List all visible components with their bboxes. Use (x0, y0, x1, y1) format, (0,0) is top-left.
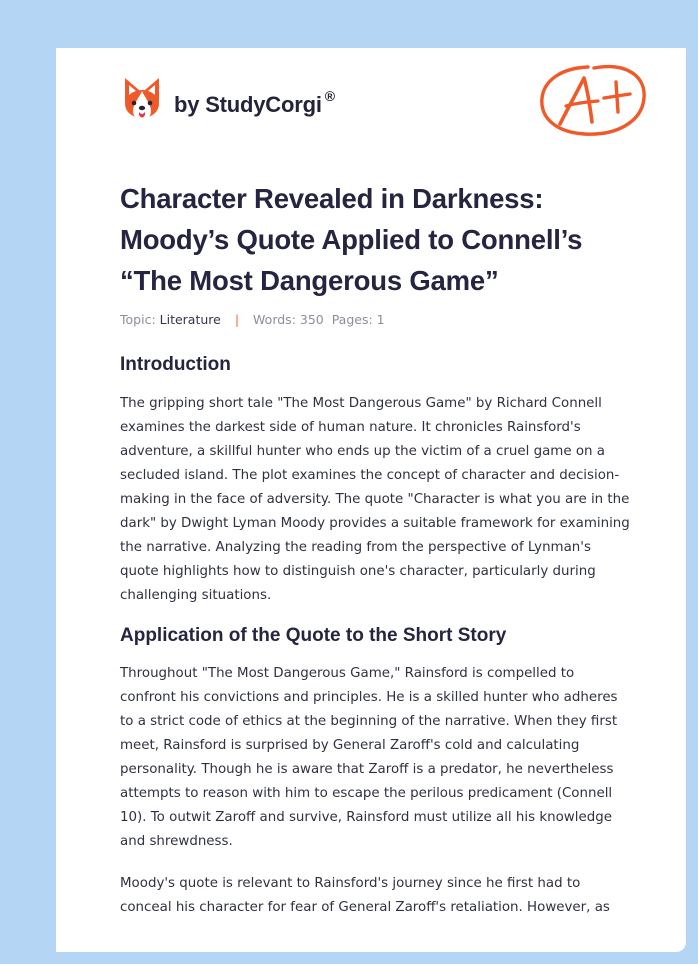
topic-label: Topic: (120, 312, 156, 327)
paragraph: Throughout "The Most Dangerous Game," Rainsford is compelled to confront his convictions and principles. He is a skilled hunter who adheres to a strict code of ethics at the beginning of the narrative. When they first meet, Rainsford is surprised by General Zaroff's cold and calculating personality. Though he is aware that Zaroff is a predator, he nevertheless attempts to reason with him to escape the perilous predicament (Connell 10). To outwit Zaroff and survive, Rainsford must utilize all his knowledge and shrewdness. (120, 666, 618, 849)
document-page (56, 48, 686, 952)
studycorgi-logo[interactable] (122, 76, 335, 122)
brand-name: by StudyCorgi ® (174, 88, 335, 117)
paragraph: Moody's quote is relevant to Rainsford's journey since he first had to conceal his character for fear of General Zaroff's retaliation. However, as (120, 876, 610, 915)
word-count: Words: 350 (253, 312, 324, 327)
registered-mark: ® (324, 88, 335, 104)
section-heading-introduction: Introduction (120, 354, 231, 375)
document-meta (120, 312, 385, 327)
document-title: Character Revealed in Darkness: Moody’s Quote Applied to Connell’s “The Most Dangerous Game” (120, 183, 583, 296)
a-plus-grade-icon (538, 60, 648, 142)
section-heading-application: Application of the Quote to the Short Story (120, 625, 507, 646)
paragraph: The gripping short tale "The Most Dangerous Game" by Richard Connell examines the darkest side of human nature. It chronicles Rainsford's adventure, a skillful hunter who ends up the victim of a cruel game on a secluded island. The plot examines the concept of character and decision-making in the face of adversity. The quote "Character is what you are in the dark" by Dwight Lyman Moody provides a suitable framework for examining the narrative. Analyzing the reading from the perspective of Lynman's quote highlights how to distinguish one's character, particularly during challenging situations. (120, 396, 630, 603)
meta-separator: | (234, 312, 240, 327)
corgi-head-icon (122, 76, 162, 122)
topic-link[interactable]: Literature (159, 312, 221, 327)
page-count: Pages: 1 (331, 312, 385, 327)
